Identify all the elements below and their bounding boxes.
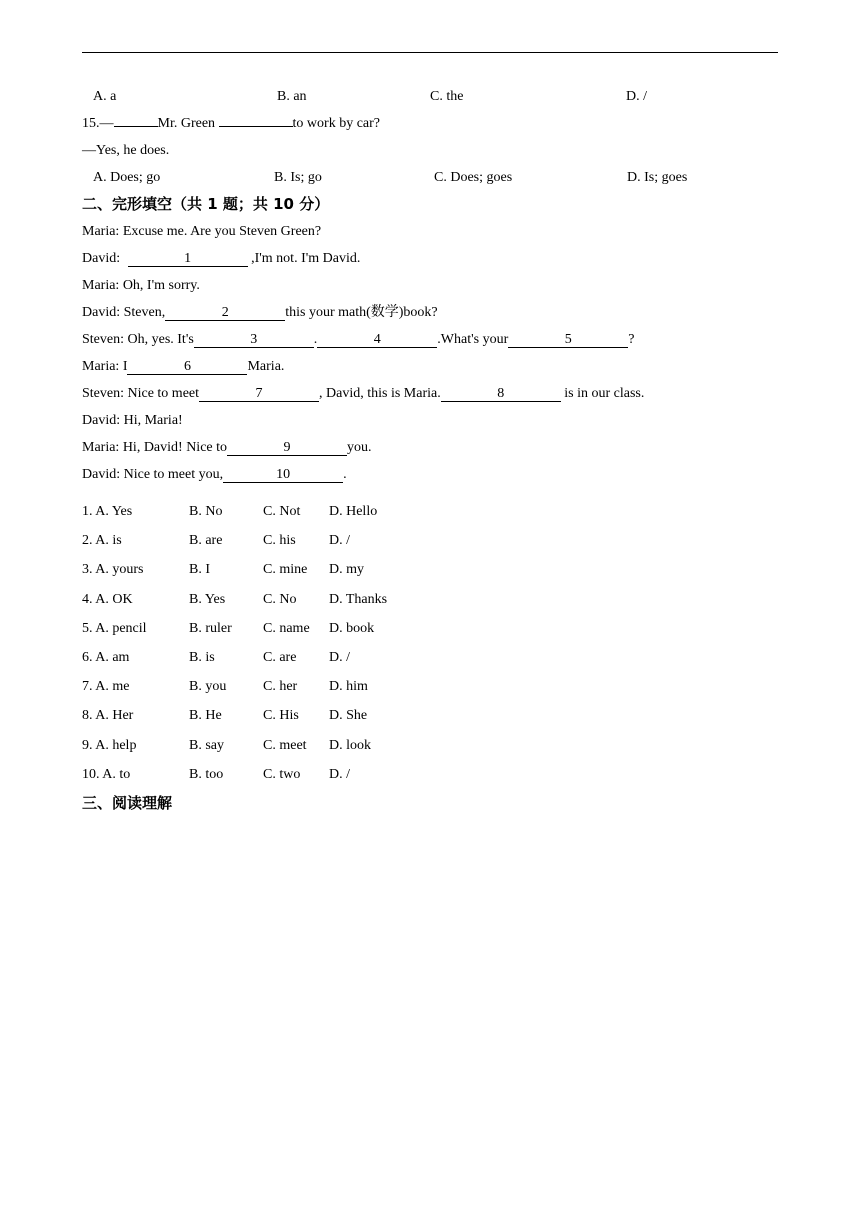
q14-option-b: B. an: [277, 89, 307, 104]
blank-4: 4: [317, 333, 437, 348]
dialogue-text: .: [343, 467, 347, 482]
cloze-q4-option-c: C. No: [263, 591, 297, 607]
dialogue-line-1: Maria: Excuse me. Are you Steven Green?: [82, 224, 322, 239]
q15-number: 15.—: [82, 116, 114, 131]
cloze-q5-option-c: C. name: [263, 620, 310, 636]
cloze-q8-option-d: D. She: [329, 708, 368, 724]
cloze-q9-option-d: D. look: [329, 737, 371, 753]
dialogue-text: David: Nice to meet you,: [82, 467, 224, 482]
cloze-q5-option-d: D. book: [329, 620, 375, 636]
blank-9: 9: [227, 441, 347, 456]
dialogue-line-3: Maria: Oh, I'm sorry.: [82, 278, 200, 293]
blank-8: 8: [441, 387, 561, 402]
cloze-q8-option-a: 8. A. Her: [82, 708, 134, 724]
cloze-q5-option-a: 5. A. pencil: [82, 620, 147, 636]
blank-1: 1: [128, 252, 248, 267]
dialogue-line-6: [82, 358, 284, 376]
dialogue-text: Maria.: [247, 359, 285, 374]
dialogue-line-10: [82, 466, 347, 484]
cloze-q6-option-a: 6. A. am: [82, 650, 130, 665]
blank-3: 3: [194, 333, 314, 348]
q15-option-c: C. Does; goes: [434, 170, 513, 185]
dialogue-line-9: [82, 439, 372, 457]
cloze-q2-option-b: B. are: [189, 533, 223, 549]
cloze-q3-option-b: B. I: [189, 562, 210, 578]
dialogue-text: .What's your: [437, 332, 509, 347]
dialogue-text: David: Steven,: [82, 305, 166, 320]
cloze-q3-option-a: 3. A. yours: [82, 562, 144, 578]
cloze-q4-option-a: 4. A. OK: [82, 591, 133, 607]
dialogue-text: , David, this is Maria.: [319, 386, 441, 401]
dialogue-text: ,I'm not. I'm David.: [247, 251, 361, 266]
q14-option-a: A. a: [93, 89, 117, 104]
section3-title: 三、阅读理解: [82, 794, 173, 812]
q15-option-a: A. Does; go: [93, 170, 161, 185]
q15-answer: —Yes, he does.: [82, 143, 170, 158]
blank-6: 6: [127, 360, 247, 375]
dialogue-text: Maria: I: [82, 359, 128, 374]
q15-blank-1: [114, 126, 158, 127]
dialogue-text: .: [313, 332, 318, 347]
cloze-q1-option-c: C. Not: [263, 504, 301, 519]
cloze-q7-option-d: D. him: [329, 679, 368, 695]
cloze-q1-option-a: 1. A. Yes: [82, 504, 133, 519]
blank-2: 2: [165, 306, 285, 321]
q15-option-d: D. Is; goes: [627, 170, 688, 185]
dialogue-line-2: [82, 250, 360, 268]
q14-option-c: C. the: [430, 89, 464, 104]
cloze-q8-option-b: B. He: [189, 708, 222, 724]
cloze-q2-option-a: 2. A. is: [82, 533, 122, 549]
dialogue-text: Steven: Nice to meet: [82, 386, 200, 401]
header-rule: [82, 52, 778, 53]
q15-part1: Mr. Green: [157, 116, 216, 131]
cloze-q8-option-c: C. His: [263, 708, 299, 724]
cloze-q7-option-b: B. you: [189, 679, 227, 695]
cloze-q1-option-d: D. Hello: [329, 504, 378, 519]
dialogue-line-4: [82, 304, 438, 322]
cloze-q10-option-a: 10. A. to: [82, 766, 131, 782]
section2-title: 二、完形填空（共 1 题；共 10 分）: [82, 195, 330, 213]
cloze-q6-option-c: C. are: [263, 650, 297, 665]
cloze-q7-option-c: C. her: [263, 679, 298, 695]
cloze-q2-option-c: C. his: [263, 533, 296, 549]
cloze-q10-option-b: B. too: [189, 766, 224, 782]
cloze-q10-option-c: C. two: [263, 766, 301, 782]
cloze-q6-option-d: D. /: [329, 650, 350, 665]
cloze-q3-option-c: C. mine: [263, 562, 308, 578]
dialogue-text: you.: [347, 440, 372, 455]
cloze-q4-option-b: B. Yes: [189, 591, 226, 607]
dialogue-text: David:: [82, 251, 124, 266]
cloze-q4-option-d: D. Thanks: [329, 591, 388, 607]
dialogue-text: is in our class.: [560, 386, 645, 401]
cloze-q7-option-a: 7. A. me: [82, 679, 130, 695]
blank-7: 7: [199, 387, 319, 402]
blank-5: 5: [508, 333, 628, 348]
cloze-q10-option-d: D. /: [329, 766, 350, 782]
dialogue-line-5: [82, 331, 634, 349]
cloze-q9-option-c: C. meet: [263, 737, 307, 753]
q15-option-b: B. Is; go: [274, 170, 322, 185]
dialogue-text: ?: [628, 332, 635, 347]
cloze-q2-option-d: D. /: [329, 533, 350, 549]
cloze-q9-option-b: B. say: [189, 737, 224, 753]
cloze-q6-option-b: B. is: [189, 650, 215, 665]
cloze-q5-option-b: B. ruler: [189, 620, 232, 636]
q15-blank-2: [219, 126, 293, 127]
q14-option-d: D. /: [626, 89, 647, 104]
dialogue-text: Maria: Hi, David! Nice to: [82, 440, 228, 455]
dialogue-line-7: [82, 385, 644, 403]
q15-question: [82, 115, 380, 133]
dialogue-line-8: David: Hi, Maria!: [82, 413, 183, 428]
dialogue-text: this your math(数学)book?: [285, 305, 438, 320]
cloze-q9-option-a: 9. A. help: [82, 737, 137, 753]
cloze-q1-option-b: B. No: [189, 504, 223, 519]
cloze-q3-option-d: D. my: [329, 562, 364, 578]
blank-10: 10: [223, 468, 343, 483]
q15-part2: to work by car?: [292, 116, 381, 131]
dialogue-text: Steven: Oh, yes. It's: [82, 332, 194, 347]
